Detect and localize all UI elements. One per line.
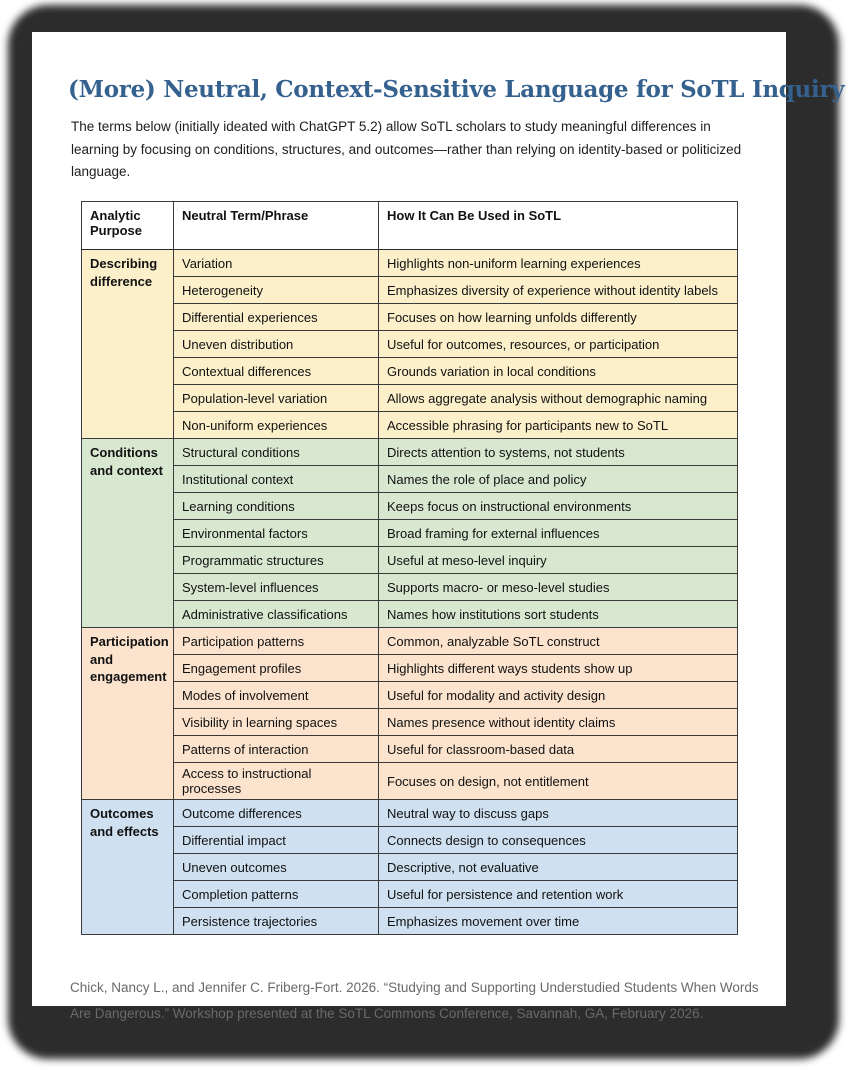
neutral-term-cell: Visibility in learning spaces [174, 709, 379, 736]
how-used-cell: Focuses on design, not entitlement [379, 763, 738, 800]
neutral-term-cell: Population-level variation [174, 385, 379, 412]
table-row [82, 709, 738, 736]
how-used-cell: Emphasizes diversity of experience without identity labels [379, 277, 738, 304]
neutral-term-cell: Completion patterns [174, 881, 379, 908]
analytic-purpose-cell: Describing difference [82, 250, 174, 439]
table-row [82, 881, 738, 908]
analytic-purpose-cell: Participation and engagement [82, 628, 174, 800]
table-row [82, 601, 738, 628]
table-row [82, 385, 738, 412]
neutral-term-cell: System-level influences [174, 574, 379, 601]
table-row [82, 412, 738, 439]
how-used-cell: Highlights non-uniform learning experiences [379, 250, 738, 277]
analytic-purpose-cell: Conditions and context [82, 439, 174, 628]
how-used-cell: Keeps focus on instructional environments [379, 493, 738, 520]
neutral-term-cell: Patterns of interaction [174, 736, 379, 763]
table-row [82, 358, 738, 385]
how-used-cell: Connects design to consequences [379, 827, 738, 854]
neutral-term-cell: Contextual differences [174, 358, 379, 385]
citation-text: Chick, Nancy L., and Jennifer C. Friberg-Fort. 2026. “Studying and Supporting Understudied Students When Words Are Dangerous.” Workshop presented at the SoTL Commons Conference, Savannah, GA, February 2026. [70, 980, 759, 1021]
table-row [82, 493, 738, 520]
table-row [82, 854, 738, 881]
document-page [32, 32, 845, 1021]
neutral-term-cell: Differential experiences [174, 304, 379, 331]
neutral-term-cell: Modes of involvement [174, 682, 379, 709]
how-used-cell: Neutral way to discuss gaps [379, 800, 738, 827]
table-row [82, 520, 738, 547]
table-row [82, 682, 738, 709]
neutral-term-cell: Learning conditions [174, 493, 379, 520]
how-used-cell: Useful for persistence and retention work [379, 881, 738, 908]
table-row [82, 277, 738, 304]
how-used-cell: Accessible phrasing for participants new to SoTL [379, 412, 738, 439]
how-used-cell: Descriptive, not evaluative [379, 854, 738, 881]
how-used-cell: Useful for classroom-based data [379, 736, 738, 763]
how-used-cell: Supports macro- or meso-level studies [379, 574, 738, 601]
neutral-term-cell: Participation patterns [174, 628, 379, 655]
table-row [82, 304, 738, 331]
page-title: (More) Neutral, Context-Sensitive Language for SoTL Inquiry [68, 76, 845, 103]
column-header-how-used: How It Can Be Used in SoTL [379, 202, 738, 250]
table-row [82, 655, 738, 682]
column-header-neutral-term: Neutral Term/Phrase [174, 202, 379, 250]
terms-table-body [82, 250, 738, 935]
table-row [82, 763, 738, 800]
neutral-term-cell: Access to instructional processes [174, 763, 379, 800]
table-row [82, 800, 738, 827]
neutral-term-cell: Uneven outcomes [174, 854, 379, 881]
table-row [82, 439, 738, 466]
intro-paragraph: The terms below (initially ideated with ChatGPT 5.2) allow SoTL scholars to study meaningful differences in learning by focusing on conditions, structures, and outcomes—rather than relying on identity-based or politicized language. [71, 119, 742, 180]
neutral-term-cell: Environmental factors [174, 520, 379, 547]
neutral-term-cell: Uneven distribution [174, 331, 379, 358]
terms-table [81, 201, 738, 935]
table-row [82, 628, 738, 655]
column-header-analytic-purpose: Analytic Purpose [82, 202, 174, 250]
table-row [82, 331, 738, 358]
neutral-term-cell: Persistence trajectories [174, 908, 379, 935]
how-used-cell: Names the role of place and policy [379, 466, 738, 493]
how-used-cell: Useful for outcomes, resources, or participation [379, 331, 738, 358]
how-used-cell: Useful for modality and activity design [379, 682, 738, 709]
table-row [82, 736, 738, 763]
table-row [82, 827, 738, 854]
neutral-term-cell: Heterogeneity [174, 277, 379, 304]
table-row [82, 250, 738, 277]
neutral-term-cell: Programmatic structures [174, 547, 379, 574]
neutral-term-cell: Administrative classifications [174, 601, 379, 628]
how-used-cell: Common, analyzable SoTL construct [379, 628, 738, 655]
table-row [82, 466, 738, 493]
how-used-cell: Focuses on how learning unfolds differently [379, 304, 738, 331]
how-used-cell: Allows aggregate analysis without demographic naming [379, 385, 738, 412]
how-used-cell: Emphasizes movement over time [379, 908, 738, 935]
neutral-term-cell: Differential impact [174, 827, 379, 854]
how-used-cell: Useful at meso-level inquiry [379, 547, 738, 574]
neutral-term-cell: Variation [174, 250, 379, 277]
how-used-cell: Names how institutions sort students [379, 601, 738, 628]
analytic-purpose-cell: Outcomes and effects [82, 800, 174, 935]
how-used-cell: Highlights different ways students show up [379, 655, 738, 682]
how-used-cell: Names presence without identity claims [379, 709, 738, 736]
neutral-term-cell: Structural conditions [174, 439, 379, 466]
neutral-term-cell: Institutional context [174, 466, 379, 493]
how-used-cell: Directs attention to systems, not students [379, 439, 738, 466]
neutral-term-cell: Non-uniform experiences [174, 412, 379, 439]
how-used-cell: Grounds variation in local conditions [379, 358, 738, 385]
neutral-term-cell: Engagement profiles [174, 655, 379, 682]
table-header-row [82, 202, 738, 250]
table-row [82, 908, 738, 935]
table-row [82, 547, 738, 574]
neutral-term-cell: Outcome differences [174, 800, 379, 827]
how-used-cell: Broad framing for external influences [379, 520, 738, 547]
table-row [82, 574, 738, 601]
